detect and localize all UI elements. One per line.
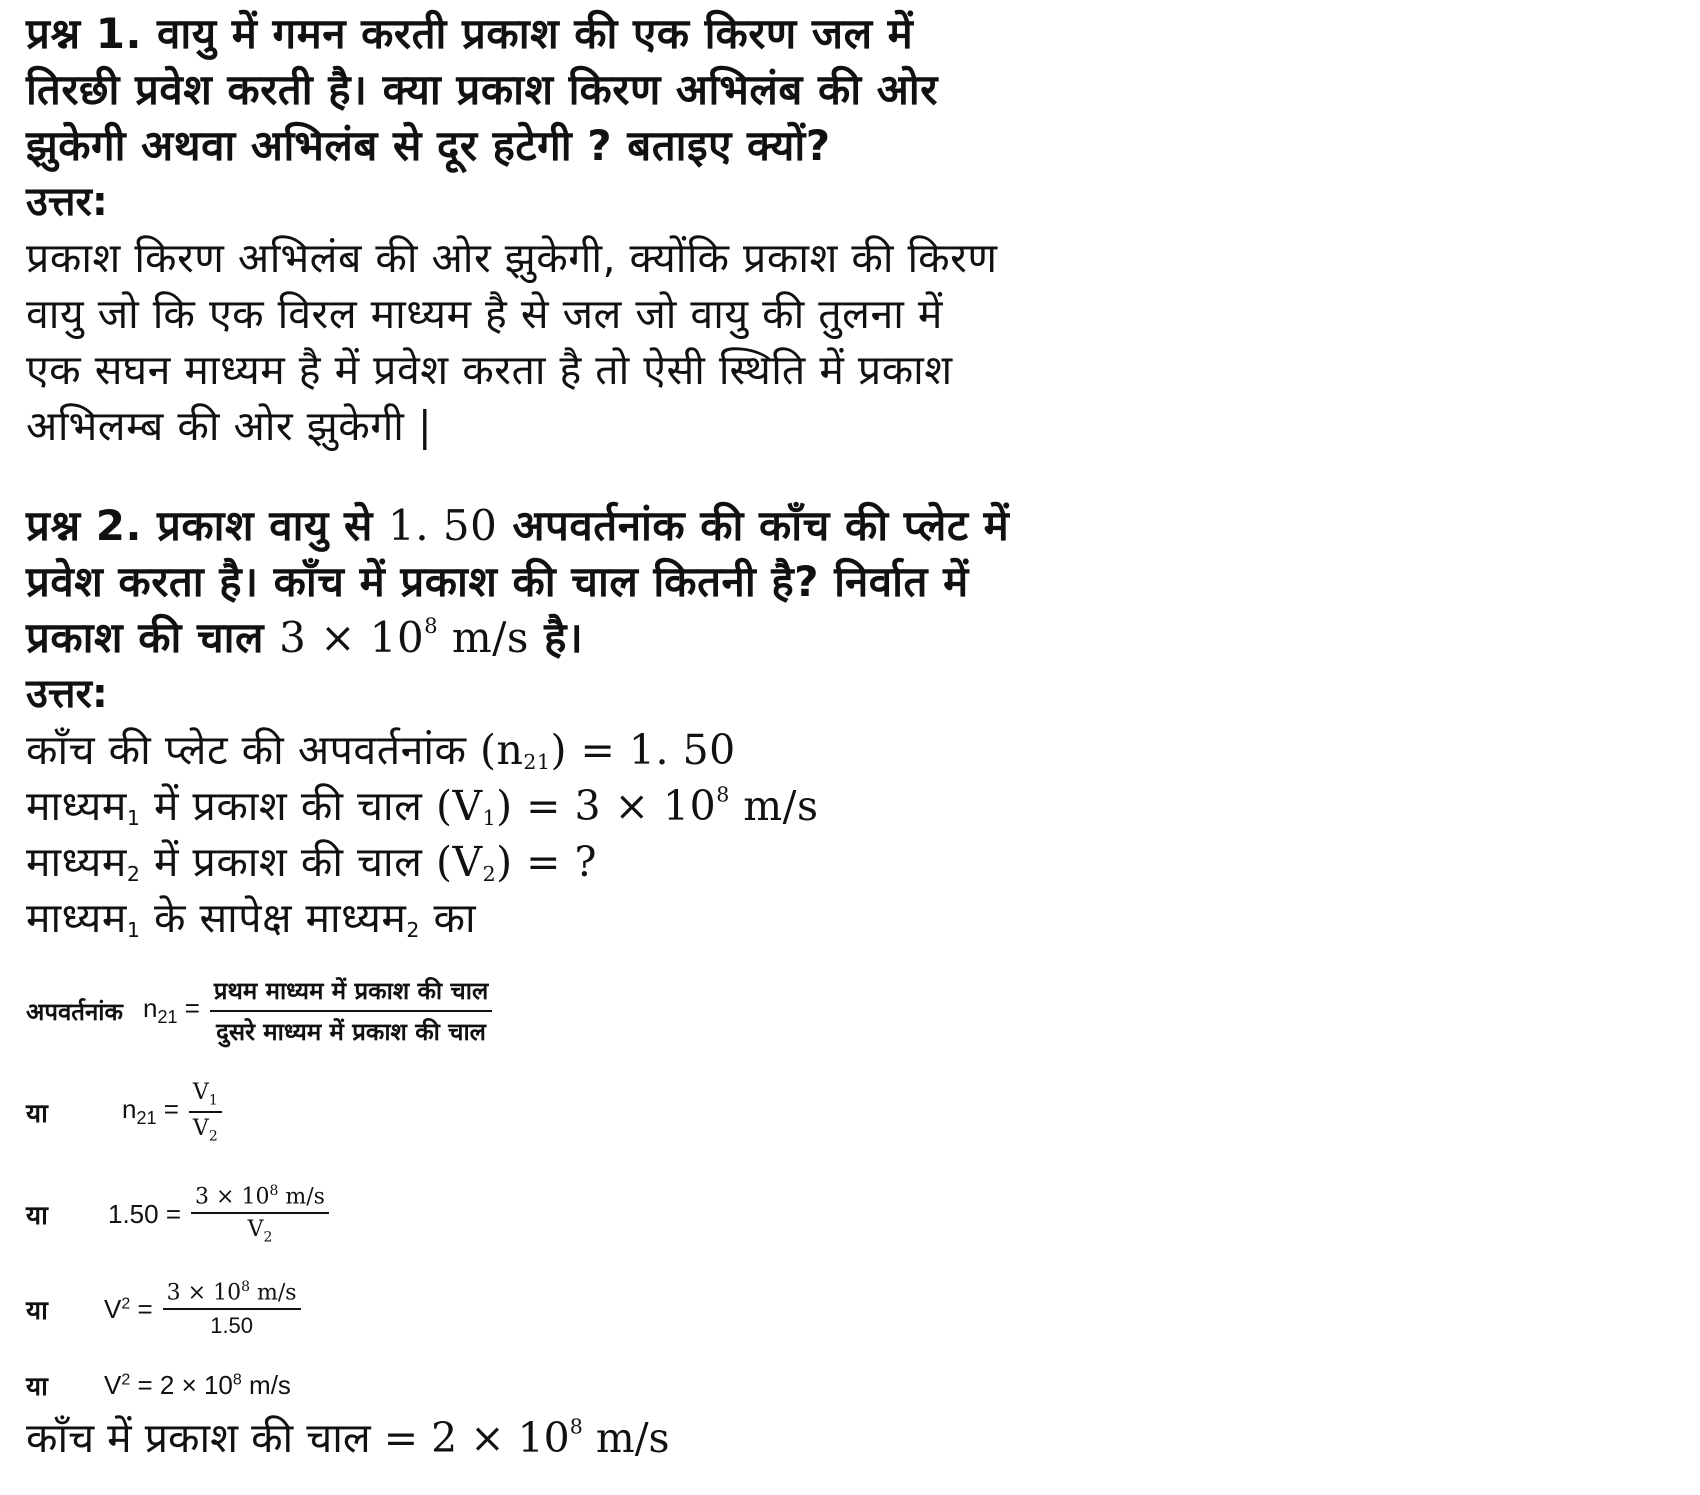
final-answer-exponent: 8 xyxy=(569,1414,583,1439)
q2-answer-label: उत्तर: xyxy=(26,671,108,717)
final-answer-text: काँच में प्रकाश की चाल xyxy=(26,1414,384,1462)
formula-row-3 xyxy=(26,1170,1666,1258)
formula-2-den-var: V xyxy=(192,1116,209,1141)
final-answer-math xyxy=(384,1414,670,1462)
final-answer-value: = 2 × 10 xyxy=(383,1414,570,1462)
formula-4-eq: = xyxy=(130,1293,153,1324)
formula-4-fraction xyxy=(163,1279,301,1339)
formula-2-var: n xyxy=(122,1094,137,1125)
formula-2-eq: = xyxy=(156,1094,179,1125)
q1-answer-label: उत्तर: xyxy=(26,179,108,225)
formula-2-numerator xyxy=(189,1080,222,1113)
formula-1-lhs xyxy=(143,993,200,1028)
given-2-math xyxy=(436,782,819,830)
document-page xyxy=(26,6,1666,1466)
formula-row-2 xyxy=(26,1068,1666,1156)
formula-4-numerator xyxy=(163,1279,301,1310)
formula-2-den-sub: 2 xyxy=(208,1128,218,1145)
given-2-var: (V xyxy=(435,782,483,830)
formula-1-fraction xyxy=(210,974,492,1048)
formula-1-numerator: प्रथम माध्यम में प्रकाश की चाल xyxy=(210,974,492,1012)
q2-given-2 xyxy=(26,778,1666,834)
formula-row-5 xyxy=(26,1360,1666,1410)
formula-5-lhs-var: V xyxy=(104,1369,122,1400)
q2-line-1-text: प्रश्न 2. प्रकाश वायु से xyxy=(26,501,388,550)
formula-4-denominator: 1.50 xyxy=(210,1313,254,1339)
given-2-medium-sub: 1 xyxy=(126,806,141,831)
formula-5-rhs-unit: m/s xyxy=(241,1369,291,1400)
given-3-var-sub: 2 xyxy=(482,862,497,887)
q1-line-1: प्रश्न 1. वायु में गमन करती प्रकाश की एक किरण जल में xyxy=(26,9,914,58)
q2-line-3 xyxy=(26,610,1666,666)
given-1-text: काँच की प्लेट की अपवर्तनांक xyxy=(26,726,480,774)
formula-3-numerator xyxy=(191,1183,329,1214)
formula-5-lhs-exponent: 2 xyxy=(121,1370,131,1388)
formula-5-lead: या xyxy=(26,1372,48,1402)
q2-line-3-text-b: है। xyxy=(528,613,584,662)
formula-4-lhs-var: V xyxy=(104,1293,122,1324)
formula-3-denominator xyxy=(244,1214,277,1245)
given-3-medium-sub: 2 xyxy=(126,862,141,887)
formula-3-lead: या xyxy=(26,1201,48,1231)
q2-line-1 xyxy=(26,498,1666,554)
formula-2-lead: या xyxy=(26,1099,48,1129)
q1-answer-line-1: प्रकाश किरण अभिलंब की ओर झुकेगी, क्योंकि प्रकाश की किरण xyxy=(26,234,998,282)
given-1-math xyxy=(480,726,736,774)
q1-line-2: तिरछी प्रवेश करती है। क्या प्रकाश किरण अभिलंब की ओर xyxy=(26,65,938,114)
formula-1-denominator: दुसरे माध्यम में प्रकाश की चाल xyxy=(216,1018,486,1046)
formula-3-den-var: V xyxy=(247,1216,264,1242)
given-4-text-c: का xyxy=(419,894,477,942)
q2-line-2: प्रवेश करता है। काँच में प्रकाश की चाल कितनी है? निर्वात में xyxy=(26,557,969,606)
formula-3-lhs-value: 1.50 xyxy=(108,1198,159,1229)
formula-5-rhs-exponent: 8 xyxy=(232,1370,242,1388)
formula-1-lead: अपवर्तनांक xyxy=(26,997,123,1026)
formula-2-num-sub: 1 xyxy=(208,1092,218,1108)
q2-given-3 xyxy=(26,834,1666,890)
given-3-text: माध्यम xyxy=(26,838,127,886)
given-4-text-b: के सापेक्ष माध्यम xyxy=(140,894,407,942)
formula-3-fraction xyxy=(191,1183,329,1246)
q2-speed-unit: m/s xyxy=(438,613,529,662)
given-2-var-sub: 1 xyxy=(482,806,497,831)
q2-speed-exponent: 8 xyxy=(424,614,439,639)
formula-3-num-exponent: 8 xyxy=(269,1182,279,1199)
given-3-math xyxy=(436,838,597,886)
formula-3-num-unit: m/s xyxy=(278,1183,325,1209)
q1-answer-line-2: वायु जो कि एक विरल माध्यम है से जल जो वायु की तुलना में xyxy=(26,290,943,338)
q2-given-4 xyxy=(26,890,1666,946)
q2-line-1-text-b: अपवर्तनांक की काँच की प्लेट में xyxy=(497,501,1010,550)
given-4-sub-2: 2 xyxy=(406,918,420,943)
formula-4-num-exponent: 8 xyxy=(241,1278,251,1295)
formula-4-num-unit: m/s xyxy=(250,1280,297,1306)
formula-4-lhs xyxy=(104,1294,153,1325)
formula-5-expression xyxy=(104,1370,291,1401)
given-4-text: माध्यम xyxy=(26,894,127,942)
given-2-unit: m/s xyxy=(729,782,819,830)
given-1-var: (n xyxy=(480,726,524,774)
final-answer-unit: m/s xyxy=(582,1414,670,1462)
formula-1-var: n xyxy=(142,993,158,1024)
formula-row-4 xyxy=(26,1266,1666,1352)
formula-4-lead: या xyxy=(26,1296,48,1326)
given-2-text: माध्यम xyxy=(26,782,127,830)
formula-3-num-mantissa: 3 × 10 xyxy=(195,1183,270,1209)
formula-2-denominator xyxy=(189,1113,222,1144)
given-3-value: ) = ? xyxy=(496,838,598,886)
q2-speed-value xyxy=(279,613,529,662)
formula-1-sub: 21 xyxy=(157,1007,178,1028)
given-1-sub: 21 xyxy=(523,750,551,775)
given-2-exponent: 8 xyxy=(716,782,730,807)
formula-row-1 xyxy=(26,968,1666,1054)
formula-4-lhs-exponent: 2 xyxy=(121,1294,131,1312)
q1-line-3: झुकेगी अथवा अभिलंब से दूर हटेगी ? बताइए क्यों? xyxy=(26,121,831,170)
formula-2-fraction xyxy=(189,1080,222,1145)
formula-1-eq: = xyxy=(177,993,200,1024)
formula-3-eq: = xyxy=(158,1198,182,1229)
q2-speed-mantissa: 3 × 10 xyxy=(279,613,425,662)
q1-answer-line-4: अभिलम्ब की ओर झुकेगी | xyxy=(26,402,433,450)
given-4-sub-1: 1 xyxy=(126,918,141,943)
q1-answer-line-3: एक सघन माध्यम है में प्रवेश करता है तो ऐसी स्थिति में प्रकाश xyxy=(26,346,953,394)
given-2-text-b: में प्रकाश की चाल xyxy=(140,782,436,830)
formula-3-lhs xyxy=(108,1199,181,1230)
q2-given-1 xyxy=(26,722,1666,778)
formula-2-sub: 21 xyxy=(136,1108,157,1129)
given-2-value: ) = 3 × 10 xyxy=(496,782,717,830)
formula-2-num-var: V xyxy=(192,1079,209,1105)
given-3-var: (V xyxy=(435,838,483,886)
q2-index-value: 1. 50 xyxy=(387,501,498,550)
q2-line-3-text: प्रकाश की चाल xyxy=(26,613,280,662)
formula-3-den-sub: 2 xyxy=(263,1229,273,1246)
given-3-text-b: में प्रकाश की चाल xyxy=(140,838,436,886)
final-answer xyxy=(26,1410,1666,1466)
formula-2-lhs xyxy=(122,1094,179,1129)
formula-5-rhs-mantissa: = 2 × 10 xyxy=(130,1369,233,1400)
given-1-value: ) = 1. 50 xyxy=(550,726,736,774)
formula-4-num-mantissa: 3 × 10 xyxy=(166,1280,242,1306)
